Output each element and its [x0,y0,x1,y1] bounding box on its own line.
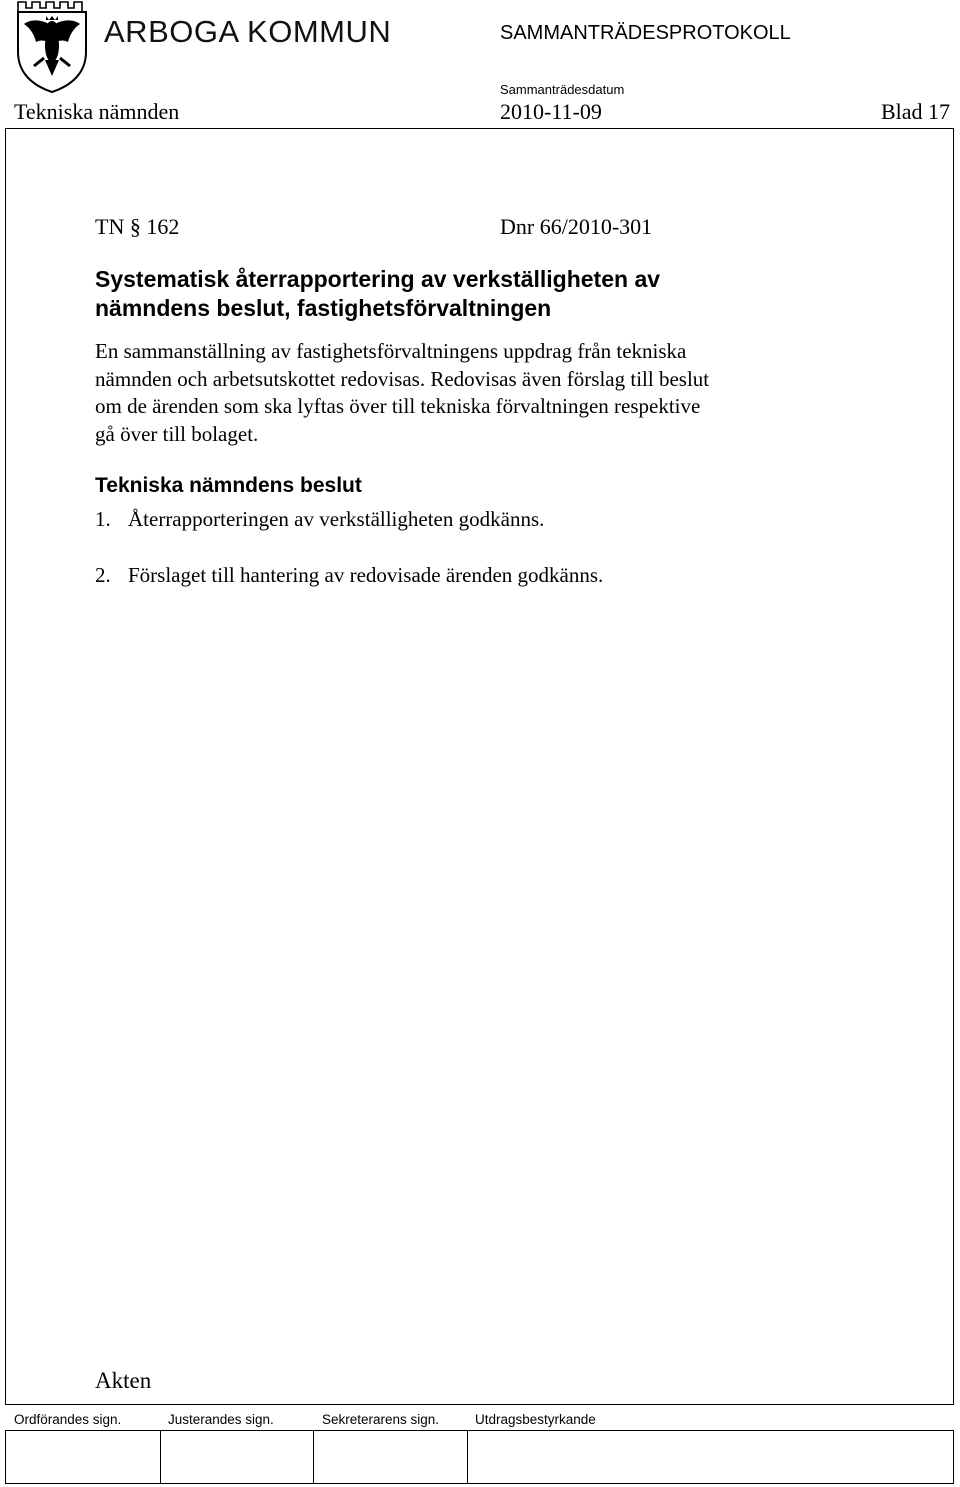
decision-number: 2. [95,563,111,587]
organization-name: ARBOGA KOMMUN [104,14,392,49]
case-number: TN § 162 [95,214,180,239]
decision-heading: Tekniska nämndens beslut [95,474,362,497]
extract-certified-label: Utdragsbestyrkande [475,1412,596,1427]
document-type: SAMMANTRÄDESPROTOKOLL [500,22,791,44]
secretary-signature-label: Sekreterarens sign. [322,1412,440,1427]
signature-divider [160,1430,161,1484]
committee-name: Tekniska nämnden [14,99,180,124]
body-line: nämnden och arbetsutskottet redovisas. Redovisas även förslag till beslut [95,366,710,391]
signature-boxes [5,1430,954,1484]
decision-item [95,563,603,588]
meeting-date-label: Sammanträdesdatum [500,82,625,97]
decision-text: Återrapporteringen av verkställigheten godkänns. [128,507,545,531]
diary-number: Dnr 66/2010-301 [500,214,653,239]
section-body [95,338,855,448]
body-line: om de ärenden som ska lyftas över till tekniska förvaltningen respektive [95,394,701,418]
page-number: Blad 17 [880,99,950,124]
decision-text: Förslaget till hantering av redovisade ärenden godkänns. [128,563,604,587]
distribution-list: Akten [95,1368,152,1393]
decision-item [95,507,544,532]
signature-divider [467,1430,468,1484]
decision-number: 1. [95,507,111,531]
section-title-line: Systematisk återrapportering av verkställigheten av [95,266,661,292]
adjuster-signature-label: Justerandes sign. [168,1412,274,1427]
meeting-date: 2010-11-09 [500,99,602,124]
section-title [95,265,855,323]
body-line: gå över till bolaget. [95,421,259,446]
chair-signature-label: Ordförandes sign. [14,1412,122,1427]
body-line: En sammanställning av fastighetsförvaltningens uppdrag från tekniska [95,339,687,363]
signature-divider [313,1430,314,1484]
coat-of-arms-eagle-icon [14,0,90,94]
section-title-line: nämndens beslut, fastighetsförvaltningen [95,295,552,321]
